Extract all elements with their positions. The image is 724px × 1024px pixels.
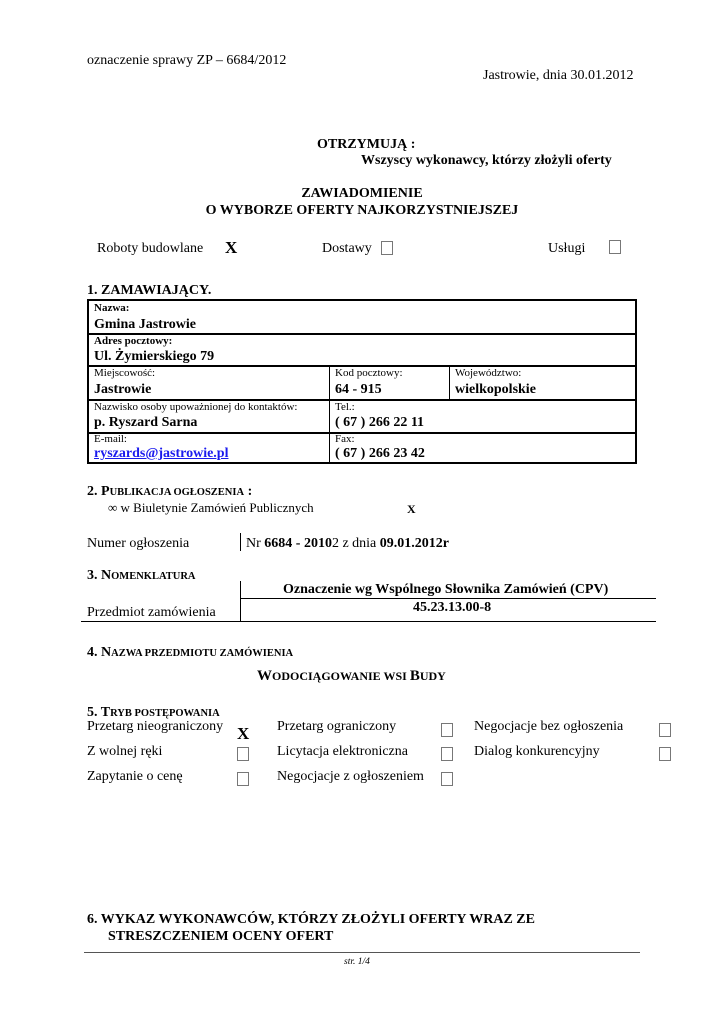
tel-value: ( 67 ) 266 22 11 bbox=[335, 415, 425, 430]
opt-free-hand-checkbox[interactable] bbox=[237, 747, 249, 761]
cpv-code: 45.23.13.00-8 bbox=[413, 600, 492, 615]
infinity-bullet-icon: ∞ bbox=[108, 500, 118, 515]
opt-unlimited-label: Przetarg nieograniczony bbox=[87, 719, 224, 734]
notice-number-value: Nr 6684 - 20102 z dnia 09.01.2012r bbox=[246, 536, 449, 551]
cpv-header: Oznaczenie wg Wspólnego Słownika Zamówień (CPV) bbox=[283, 582, 609, 597]
opt-negotiation-notice-checkbox[interactable] bbox=[441, 772, 453, 786]
notice-number-label: Numer ogłoszenia bbox=[87, 536, 190, 551]
section5-heading: 5. TRYB POSTĘPOWANIA bbox=[87, 705, 220, 720]
email-label: E-mail: bbox=[94, 433, 127, 445]
bulletin-option: ∞ w Biuletynie Zamówień Publicznych bbox=[108, 500, 314, 515]
notice-title-2: O WYBORZE OFERTY NAJKORZYSTNIEJSZEJ bbox=[205, 203, 519, 218]
contact-label: Nazwisko osoby upoważnionej do kontaktów: bbox=[94, 401, 298, 413]
name-label: Nazwa: bbox=[94, 302, 130, 314]
place-date: Jastrowie, dnia 30.01.2012 bbox=[483, 68, 634, 83]
address-label: Adres pocztowy: bbox=[94, 335, 173, 347]
section3-heading: 3. NOMENKLATURA bbox=[87, 568, 196, 583]
opt-e-auction-checkbox[interactable] bbox=[441, 747, 453, 761]
name-value: Gmina Jastrowie bbox=[94, 317, 197, 332]
city-label: Miejscowość: bbox=[94, 367, 156, 379]
recipients-line: Wszyscy wykonawcy, którzy złożyli oferty bbox=[361, 153, 612, 168]
contact-value: p. Ryszard Sarna bbox=[94, 415, 198, 430]
opt-dialogue-checkbox[interactable] bbox=[659, 747, 671, 761]
recipients-title: OTRZYMUJĄ : bbox=[317, 137, 416, 152]
opt-limited-label: Przetarg ograniczony bbox=[277, 719, 397, 734]
email-link[interactable]: ryszards@jastrowie.pl bbox=[94, 446, 229, 461]
section6-heading-line1: 6. WYKAZ WYKONAWCÓW, KTÓRZY ZŁOŻYLI OFERTY WRAZ ZE bbox=[87, 912, 535, 927]
opt-unlimited-mark[interactable]: X bbox=[237, 724, 250, 743]
province-label: Województwo: bbox=[455, 367, 522, 379]
opt-dialogue-label: Dialog konkurencyjny bbox=[474, 744, 600, 759]
opt-price-inquiry-checkbox[interactable] bbox=[237, 772, 249, 786]
notice-title-1: ZAWIADOMIENIE bbox=[301, 186, 423, 201]
opt-price-inquiry-label: Zapytanie o cenę bbox=[87, 769, 183, 784]
supplies-checkbox[interactable] bbox=[381, 241, 393, 255]
postal-label: Kod pocztowy: bbox=[335, 367, 403, 379]
opt-negotiation-notice-label: Negocjacje z ogłoszeniem bbox=[277, 769, 424, 784]
supplies-label: Dostawy bbox=[322, 241, 372, 256]
section2-heading: 2. PUBLIKACJA OGŁOSZENIA : bbox=[87, 484, 253, 499]
fax-value: ( 67 ) 266 23 42 bbox=[335, 446, 425, 461]
city-value: Jastrowie bbox=[94, 382, 152, 397]
address-value: Ul. Żymierskiego 79 bbox=[94, 349, 215, 364]
bulletin-mark: X bbox=[407, 502, 416, 516]
opt-negotiation-no-notice-label: Negocjacje bez ogłoszenia bbox=[474, 719, 624, 734]
contracting-authority-table bbox=[87, 299, 637, 464]
services-checkbox[interactable] bbox=[609, 240, 621, 254]
subject-label: Przedmiot zamówienia bbox=[87, 605, 216, 620]
province-value: wielkopolskie bbox=[455, 382, 536, 397]
opt-negotiation-no-notice-checkbox[interactable] bbox=[659, 723, 671, 737]
opt-limited-checkbox[interactable] bbox=[441, 723, 453, 737]
page-number: str. 1/4 bbox=[344, 957, 370, 967]
order-title: WODOCIĄGOWANIE WSI BUDY bbox=[257, 668, 446, 684]
section1-heading: 1. ZAMAWIAJĄCY. bbox=[87, 283, 212, 298]
postal-value: 64 - 915 bbox=[335, 382, 382, 397]
opt-free-hand-label: Z wolnej ręki bbox=[87, 744, 163, 759]
services-label: Usługi bbox=[548, 241, 586, 256]
case-reference: oznaczenie sprawy ZP – 6684/2012 bbox=[87, 53, 287, 68]
tel-label: Tel.: bbox=[335, 401, 355, 413]
fax-label: Fax: bbox=[335, 433, 355, 445]
works-label: Roboty budowlane bbox=[97, 241, 204, 256]
section4-heading: 4. NAZWA PRZEDMIOTU ZAMÓWIENIA bbox=[87, 645, 294, 660]
works-checkbox-mark[interactable]: X bbox=[225, 238, 238, 257]
opt-e-auction-label: Licytacja elektroniczna bbox=[277, 744, 408, 759]
section6-heading-line2: STRESZCZENIEM OCENY OFERT bbox=[108, 929, 334, 944]
